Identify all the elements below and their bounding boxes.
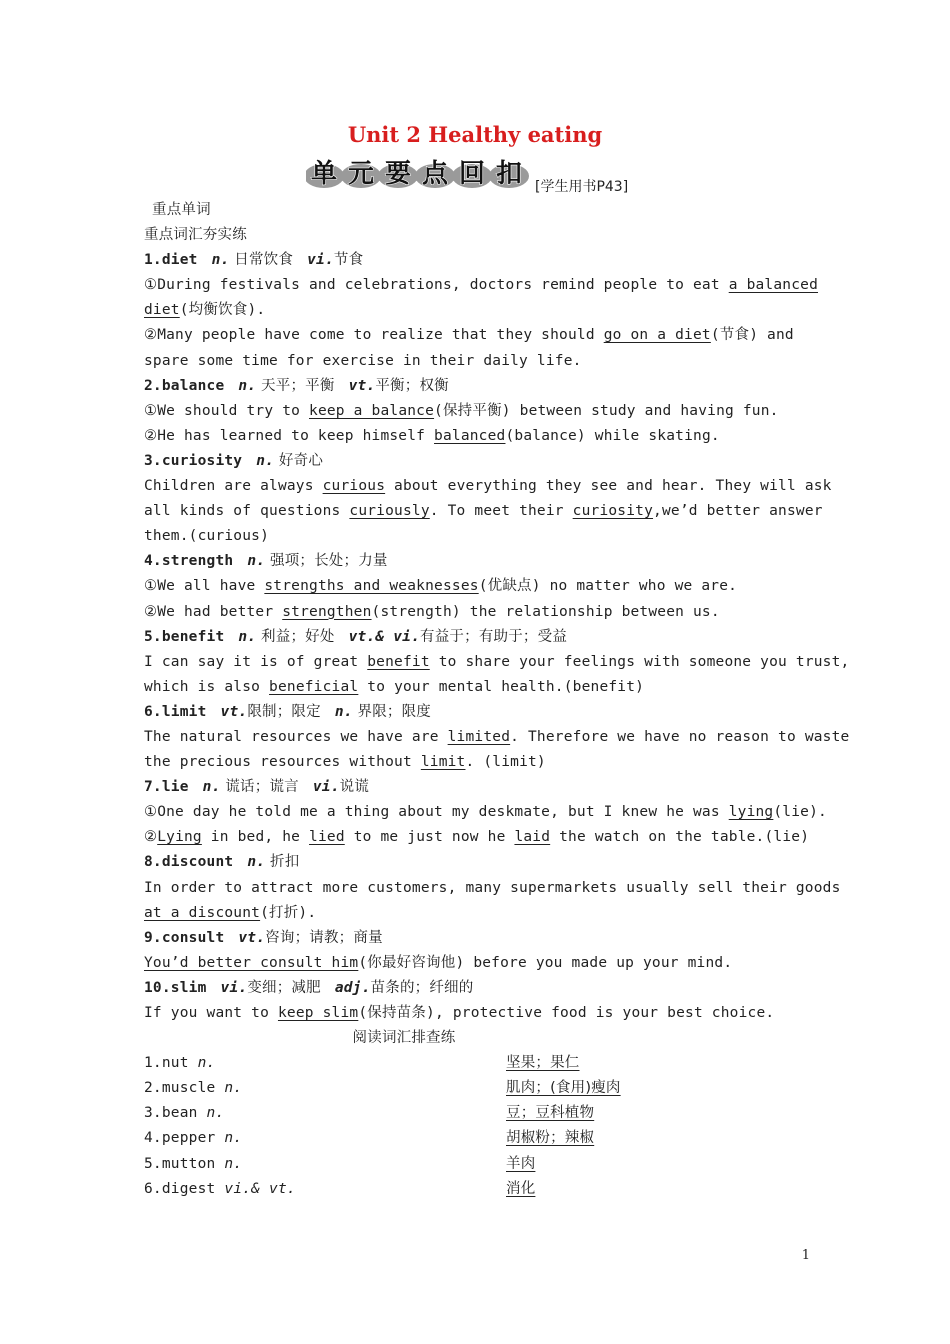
example-sentence-line bbox=[144, 825, 814, 850]
reading-word: 1.nut bbox=[144, 1055, 189, 1072]
example-sentence-line bbox=[144, 399, 814, 424]
part-of-speech: vi. bbox=[220, 979, 248, 996]
vocab-entry-heading bbox=[144, 449, 814, 474]
sentence-text: The natural resources we have are bbox=[144, 728, 448, 745]
sentence-text: ②He has learned to keep himself bbox=[144, 427, 435, 444]
example-sentence-line bbox=[144, 876, 841, 901]
heading-key-words: 重点单词 bbox=[152, 202, 211, 218]
sentence-text: ①We all have bbox=[144, 578, 265, 595]
vocab-headword: 5.benefit bbox=[144, 628, 225, 645]
answer-blank: at a discount bbox=[144, 904, 261, 921]
example-sentence-line bbox=[144, 273, 819, 298]
answer-blank: curious bbox=[322, 478, 386, 495]
answer-blank: go on a diet bbox=[603, 327, 711, 344]
reading-vocab-row bbox=[144, 1152, 814, 1177]
reading-word-answer: 消化 bbox=[506, 1180, 536, 1197]
page-number: 1 bbox=[801, 1248, 810, 1263]
sentence-text: ①One day he told me a thing about my deskmate, but I knew he was bbox=[144, 804, 729, 821]
answer-blank: keep slim bbox=[277, 1005, 359, 1021]
example-sentence-line bbox=[144, 349, 814, 374]
definition: 界限；限度 bbox=[352, 703, 431, 720]
reading-word-answer: 坚果；果仁 bbox=[506, 1055, 580, 1072]
sentence-text: ② bbox=[144, 829, 158, 846]
answer-blank: lying bbox=[728, 804, 774, 821]
sentence-text: to me just now he bbox=[344, 829, 515, 846]
vocab-entry-heading bbox=[144, 625, 814, 650]
reading-word-pos: n. bbox=[224, 1155, 243, 1172]
vocab-headword: 2.balance bbox=[144, 377, 225, 394]
answer-blank: lied bbox=[309, 829, 345, 846]
sentence-text: In order to attract more customers, many supermarkets usually sell their goods bbox=[144, 879, 841, 896]
banner-char: 单 bbox=[310, 159, 338, 189]
answer-blank: limit bbox=[420, 754, 466, 771]
answer-blank: You’d better consult him bbox=[144, 954, 359, 971]
vocab-headword: 9.consult bbox=[144, 929, 225, 946]
answer-blank: a balanced bbox=[728, 277, 819, 294]
banner-char: 要 bbox=[384, 159, 412, 189]
answer-blank: diet bbox=[144, 302, 180, 319]
banner-char: 扣 bbox=[495, 159, 523, 189]
definition: 利益；好处 bbox=[256, 628, 335, 645]
answer-blank: beneficial bbox=[269, 678, 359, 695]
definition: 限制；限定 bbox=[247, 703, 321, 720]
example-sentence-line bbox=[144, 750, 814, 775]
definition: 咨询；请教；商量 bbox=[265, 929, 383, 946]
definition: 有益于；有助于；受益 bbox=[420, 628, 568, 645]
sentence-text: (strength) the relationship between us. bbox=[371, 603, 720, 620]
banner-char: 点 bbox=[421, 159, 449, 189]
vocab-headword: 3.curiosity bbox=[144, 452, 243, 469]
sentence-text: the watch on the table.(lie) bbox=[550, 829, 810, 846]
part-of-speech: n. bbox=[238, 628, 257, 645]
example-sentence-line bbox=[144, 474, 832, 499]
banner-char: 元 bbox=[347, 159, 375, 189]
example-sentence-line bbox=[144, 499, 823, 524]
example-sentence-line bbox=[144, 725, 850, 750]
definition: 强项；长处；力量 bbox=[265, 553, 388, 570]
heading-vocabulary-practice: 重点词汇夯实练 bbox=[144, 227, 247, 244]
reading-word-pos: n. bbox=[206, 1105, 225, 1122]
example-sentence-line bbox=[144, 424, 814, 449]
vocabulary-entries bbox=[144, 248, 850, 1026]
sentence-text: the precious resources without bbox=[144, 754, 421, 771]
part-of-speech: n. bbox=[202, 779, 221, 796]
part-of-speech: adj. bbox=[334, 979, 371, 996]
reading-word-answer: 豆；豆科植物 bbox=[506, 1105, 595, 1122]
reading-word-pos: n. bbox=[224, 1130, 243, 1147]
answer-blank: laid bbox=[514, 829, 551, 846]
sentence-text: ②Many people have come to realize that they should bbox=[144, 327, 604, 344]
sentence-text: (保持苗条), protective food is your best choice. bbox=[358, 1005, 775, 1021]
example-sentence-line bbox=[144, 951, 814, 976]
reading-word: 5.mutton bbox=[144, 1155, 216, 1172]
sentence-text: . Therefore we have no reason to waste bbox=[510, 728, 850, 745]
reading-word: 3.bean bbox=[144, 1105, 198, 1122]
sentence-text: ,we’d better answer bbox=[653, 503, 823, 520]
vocab-headword: 10.slim bbox=[144, 979, 207, 996]
definition: 折扣 bbox=[265, 854, 300, 871]
part-of-speech: n. bbox=[247, 854, 266, 871]
definition: 好奇心 bbox=[274, 452, 324, 469]
example-sentence-line bbox=[144, 675, 814, 700]
part-of-speech: n. bbox=[211, 252, 230, 269]
definition: 天平；平衡 bbox=[256, 377, 335, 394]
heading-reading-vocabulary: 阅读词汇排查练 bbox=[352, 1030, 456, 1047]
part-of-speech: n. bbox=[256, 452, 275, 469]
answer-blank: curiosity bbox=[572, 503, 654, 520]
answer-blank: strengthen bbox=[282, 603, 372, 620]
example-sentence-line bbox=[144, 574, 814, 599]
sentence-text: to your mental health.(benefit) bbox=[358, 678, 645, 695]
vocab-entry-heading bbox=[144, 976, 814, 1001]
definition: 说谎 bbox=[339, 779, 370, 796]
reading-word-answer: 胡椒粉；辣椒 bbox=[506, 1130, 595, 1147]
sentence-text: (优缺点) no matter who we are. bbox=[478, 578, 738, 595]
answer-blank: limited bbox=[447, 728, 511, 745]
sentence-text: ①During festivals and celebrations, doctors remind people to eat bbox=[144, 277, 729, 294]
sentence-text: (balance) while skating. bbox=[505, 427, 720, 444]
answer-blank: benefit bbox=[367, 653, 430, 670]
definition: 变细；减肥 bbox=[247, 979, 321, 996]
example-sentence-line bbox=[144, 298, 814, 323]
unit-title: Unit 2 Healthy eating bbox=[347, 122, 603, 147]
vocab-entry-heading bbox=[144, 850, 814, 875]
sentence-text: ①We should try to bbox=[144, 402, 310, 419]
sentence-text: to share your feelings with someone you trust, bbox=[429, 653, 850, 670]
reading-word-pos: vi.& vt. bbox=[224, 1180, 296, 1197]
sentence-text: (lie). bbox=[773, 804, 827, 821]
vocab-entry-heading bbox=[144, 374, 814, 399]
part-of-speech: vi. bbox=[312, 779, 340, 796]
reading-word-answer: 羊肉 bbox=[506, 1155, 536, 1172]
reading-vocab-row bbox=[144, 1177, 814, 1202]
vocab-headword: 4.strength bbox=[144, 553, 234, 570]
reading-word: 2.muscle bbox=[144, 1080, 216, 1097]
sentence-text: them.(curious) bbox=[144, 528, 270, 545]
definition: 平衡；权衡 bbox=[375, 377, 449, 394]
sentence-text: about everything they see and hear. They will ask bbox=[385, 478, 832, 495]
definition: 苗条的；纤细的 bbox=[370, 979, 474, 996]
vocab-entry-heading bbox=[144, 926, 814, 951]
example-sentence-line bbox=[144, 524, 814, 549]
sentence-text: . To meet their bbox=[429, 503, 573, 520]
sentence-text: (均衡饮食). bbox=[179, 302, 266, 319]
sentence-text: ②We had better bbox=[144, 603, 283, 620]
reading-vocab-row bbox=[144, 1126, 814, 1151]
part-of-speech: vt.& vi. bbox=[348, 628, 421, 645]
part-of-speech: n. bbox=[334, 703, 353, 720]
answer-blank: curiously bbox=[349, 503, 430, 520]
example-sentence-line bbox=[144, 1001, 814, 1026]
part-of-speech: n. bbox=[247, 553, 266, 570]
part-of-speech: vt. bbox=[220, 703, 248, 720]
reading-word-pos: n. bbox=[197, 1055, 216, 1072]
vocab-headword: 6.limit bbox=[144, 703, 207, 720]
reading-word-pos: n. bbox=[224, 1080, 243, 1097]
sentence-text: Children are always bbox=[144, 478, 323, 495]
definition: 日常饮食 bbox=[229, 252, 294, 269]
sentence-text: spare some time for exercise in their daily life. bbox=[144, 352, 582, 369]
reading-vocabulary-list bbox=[144, 1051, 814, 1202]
vocab-headword: 1.diet bbox=[144, 252, 198, 269]
sentence-text: . (limit) bbox=[465, 754, 546, 771]
part-of-speech: vt. bbox=[348, 377, 376, 394]
reading-word: 6.digest bbox=[144, 1180, 216, 1197]
sentence-text: (你最好咨询他) before you made up your mind. bbox=[358, 954, 733, 971]
example-sentence-line bbox=[144, 323, 814, 348]
part-of-speech: n. bbox=[238, 377, 257, 394]
example-sentence-line bbox=[144, 600, 814, 625]
sentence-text: (节食) and bbox=[710, 327, 794, 344]
sentence-text: in bed, he bbox=[201, 829, 310, 846]
reading-word-answer: 肌肉；(食用)瘦肉 bbox=[506, 1080, 621, 1097]
vocab-headword: 7.lie bbox=[144, 779, 189, 796]
answer-blank: strengths and weaknesses bbox=[264, 578, 479, 595]
part-of-speech: vi. bbox=[307, 252, 334, 269]
sentence-text: which is also bbox=[144, 678, 270, 695]
textbook-page-reference: [学生用书P43] bbox=[535, 179, 629, 195]
reading-vocab-row bbox=[144, 1101, 814, 1126]
sentence-text: (打折). bbox=[260, 904, 317, 921]
example-sentence-line bbox=[144, 800, 827, 825]
vocab-headword: 8.discount bbox=[144, 854, 234, 871]
banner-word-art bbox=[306, 154, 536, 194]
part-of-speech: vt. bbox=[238, 929, 266, 946]
banner-char: 回 bbox=[458, 159, 486, 189]
definition: 谎话；谎言 bbox=[220, 779, 299, 796]
definition: 节食 bbox=[333, 252, 364, 269]
sentence-text: If you want to bbox=[144, 1005, 278, 1021]
vocab-entry-heading bbox=[144, 700, 814, 725]
answer-blank: Lying bbox=[157, 829, 202, 846]
example-sentence-line bbox=[144, 650, 850, 675]
document-body bbox=[144, 198, 850, 1202]
vocab-entry-heading bbox=[144, 549, 814, 574]
sentence-text: I can say it is of great bbox=[144, 653, 368, 670]
example-sentence-line bbox=[144, 901, 814, 926]
reading-word: 4.pepper bbox=[144, 1130, 216, 1147]
sentence-text: (保持平衡) between study and having fun. bbox=[434, 402, 779, 419]
reading-vocab-row bbox=[144, 1051, 814, 1076]
vocab-entry-heading bbox=[144, 775, 814, 800]
vocab-entry-heading bbox=[144, 248, 814, 273]
sentence-text: all kinds of questions bbox=[144, 503, 350, 520]
answer-blank: keep a balance bbox=[309, 402, 435, 419]
reading-vocab-row bbox=[144, 1076, 814, 1101]
answer-blank: balanced bbox=[434, 427, 506, 444]
